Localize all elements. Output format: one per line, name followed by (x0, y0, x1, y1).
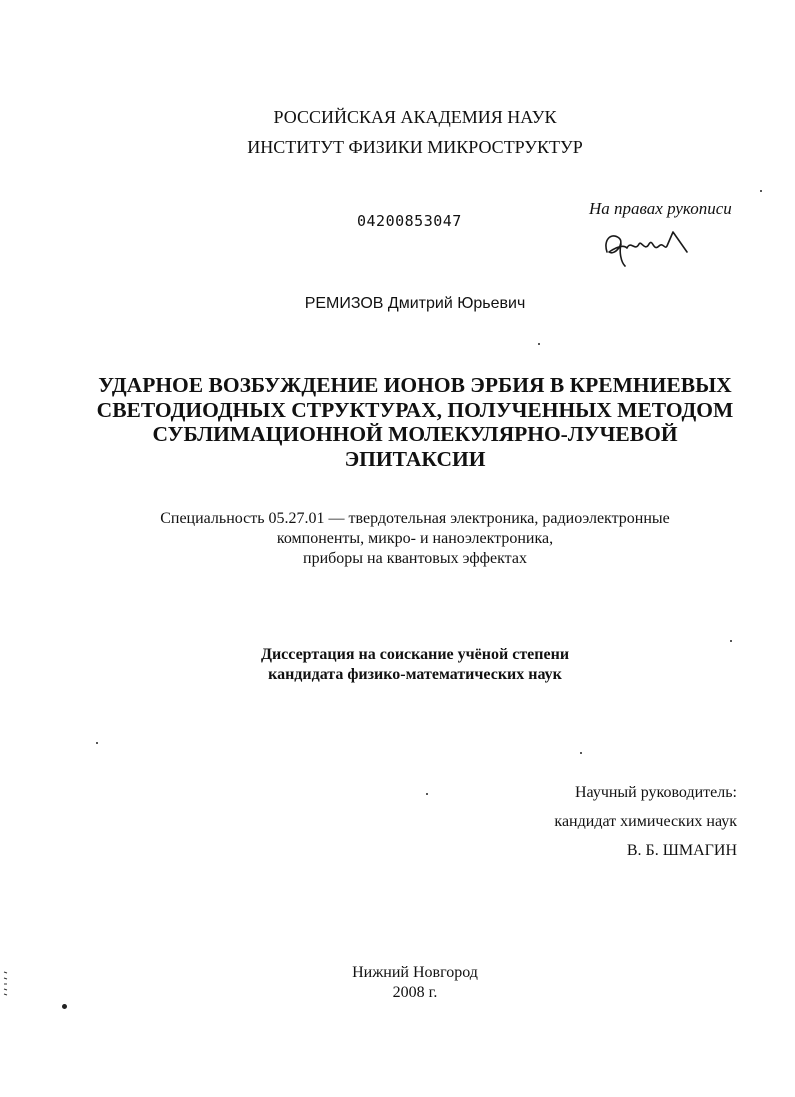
scan-speck (62, 1004, 67, 1009)
specialty-line: компоненты, микро- и наноэлектроника, (276, 530, 554, 547)
degree-line: кандидата физико-математических наук (268, 666, 562, 683)
dissertation-title (80, 373, 750, 471)
scan-speck (426, 793, 428, 795)
supervisor-name: В. Б. ШМАГИН (626, 842, 737, 859)
scan-edge-marks (3, 970, 8, 998)
city: Нижний Новгород (352, 964, 478, 981)
degree-statement (0, 645, 795, 685)
title-line: ЭПИТАКСИИ (344, 446, 486, 471)
title-line: СУБЛИМАЦИОННОЙ МОЛЕКУЛЯРНО-ЛУЧЕВОЙ (152, 422, 678, 446)
degree-line: Диссертация на соискание учёной степени (260, 646, 570, 663)
supervisor-degree: кандидат химических наук (554, 813, 737, 830)
specialty-line: приборы на квантовых эффектах (303, 550, 527, 567)
scan-speck (760, 190, 762, 192)
title-line: УДАРНОЕ ВОЗБУЖДЕНИЕ ИОНОВ ЭРБИЯ В КРЕМНИЕВЫХ (98, 373, 732, 397)
supervisor-block (554, 778, 737, 865)
manuscript-rights-note: На правах рукописи (589, 199, 732, 218)
author-name: РЕМИЗОВ Дмитрий Юрьевич (304, 295, 526, 312)
institute-name: ИНСТИТУТ ФИЗИКИ МИКРОСТРУКТУР (247, 137, 583, 157)
scan-speck (730, 640, 732, 642)
specialty-block (0, 509, 795, 569)
year: 2008 г. (392, 984, 438, 1001)
academy-name: РОССИЙСКАЯ АКАДЕМИЯ НАУК (273, 107, 557, 127)
place-and-year (0, 963, 795, 1003)
supervisor-role: Научный руководитель: (574, 784, 737, 801)
scan-speck (538, 343, 540, 345)
scan-speck (96, 742, 98, 744)
title-line: СВЕТОДИОДНЫХ СТРУКТУРАХ, ПОЛУЧЕННЫХ МЕТОДОМ (96, 397, 734, 422)
scan-speck (580, 752, 582, 754)
specialty-line: Специальность 05.27.01 — твердотельная электроника, радиоэлектронные (160, 510, 670, 527)
handwritten-signature (601, 222, 693, 270)
document-number: 04200853047 (357, 212, 462, 230)
